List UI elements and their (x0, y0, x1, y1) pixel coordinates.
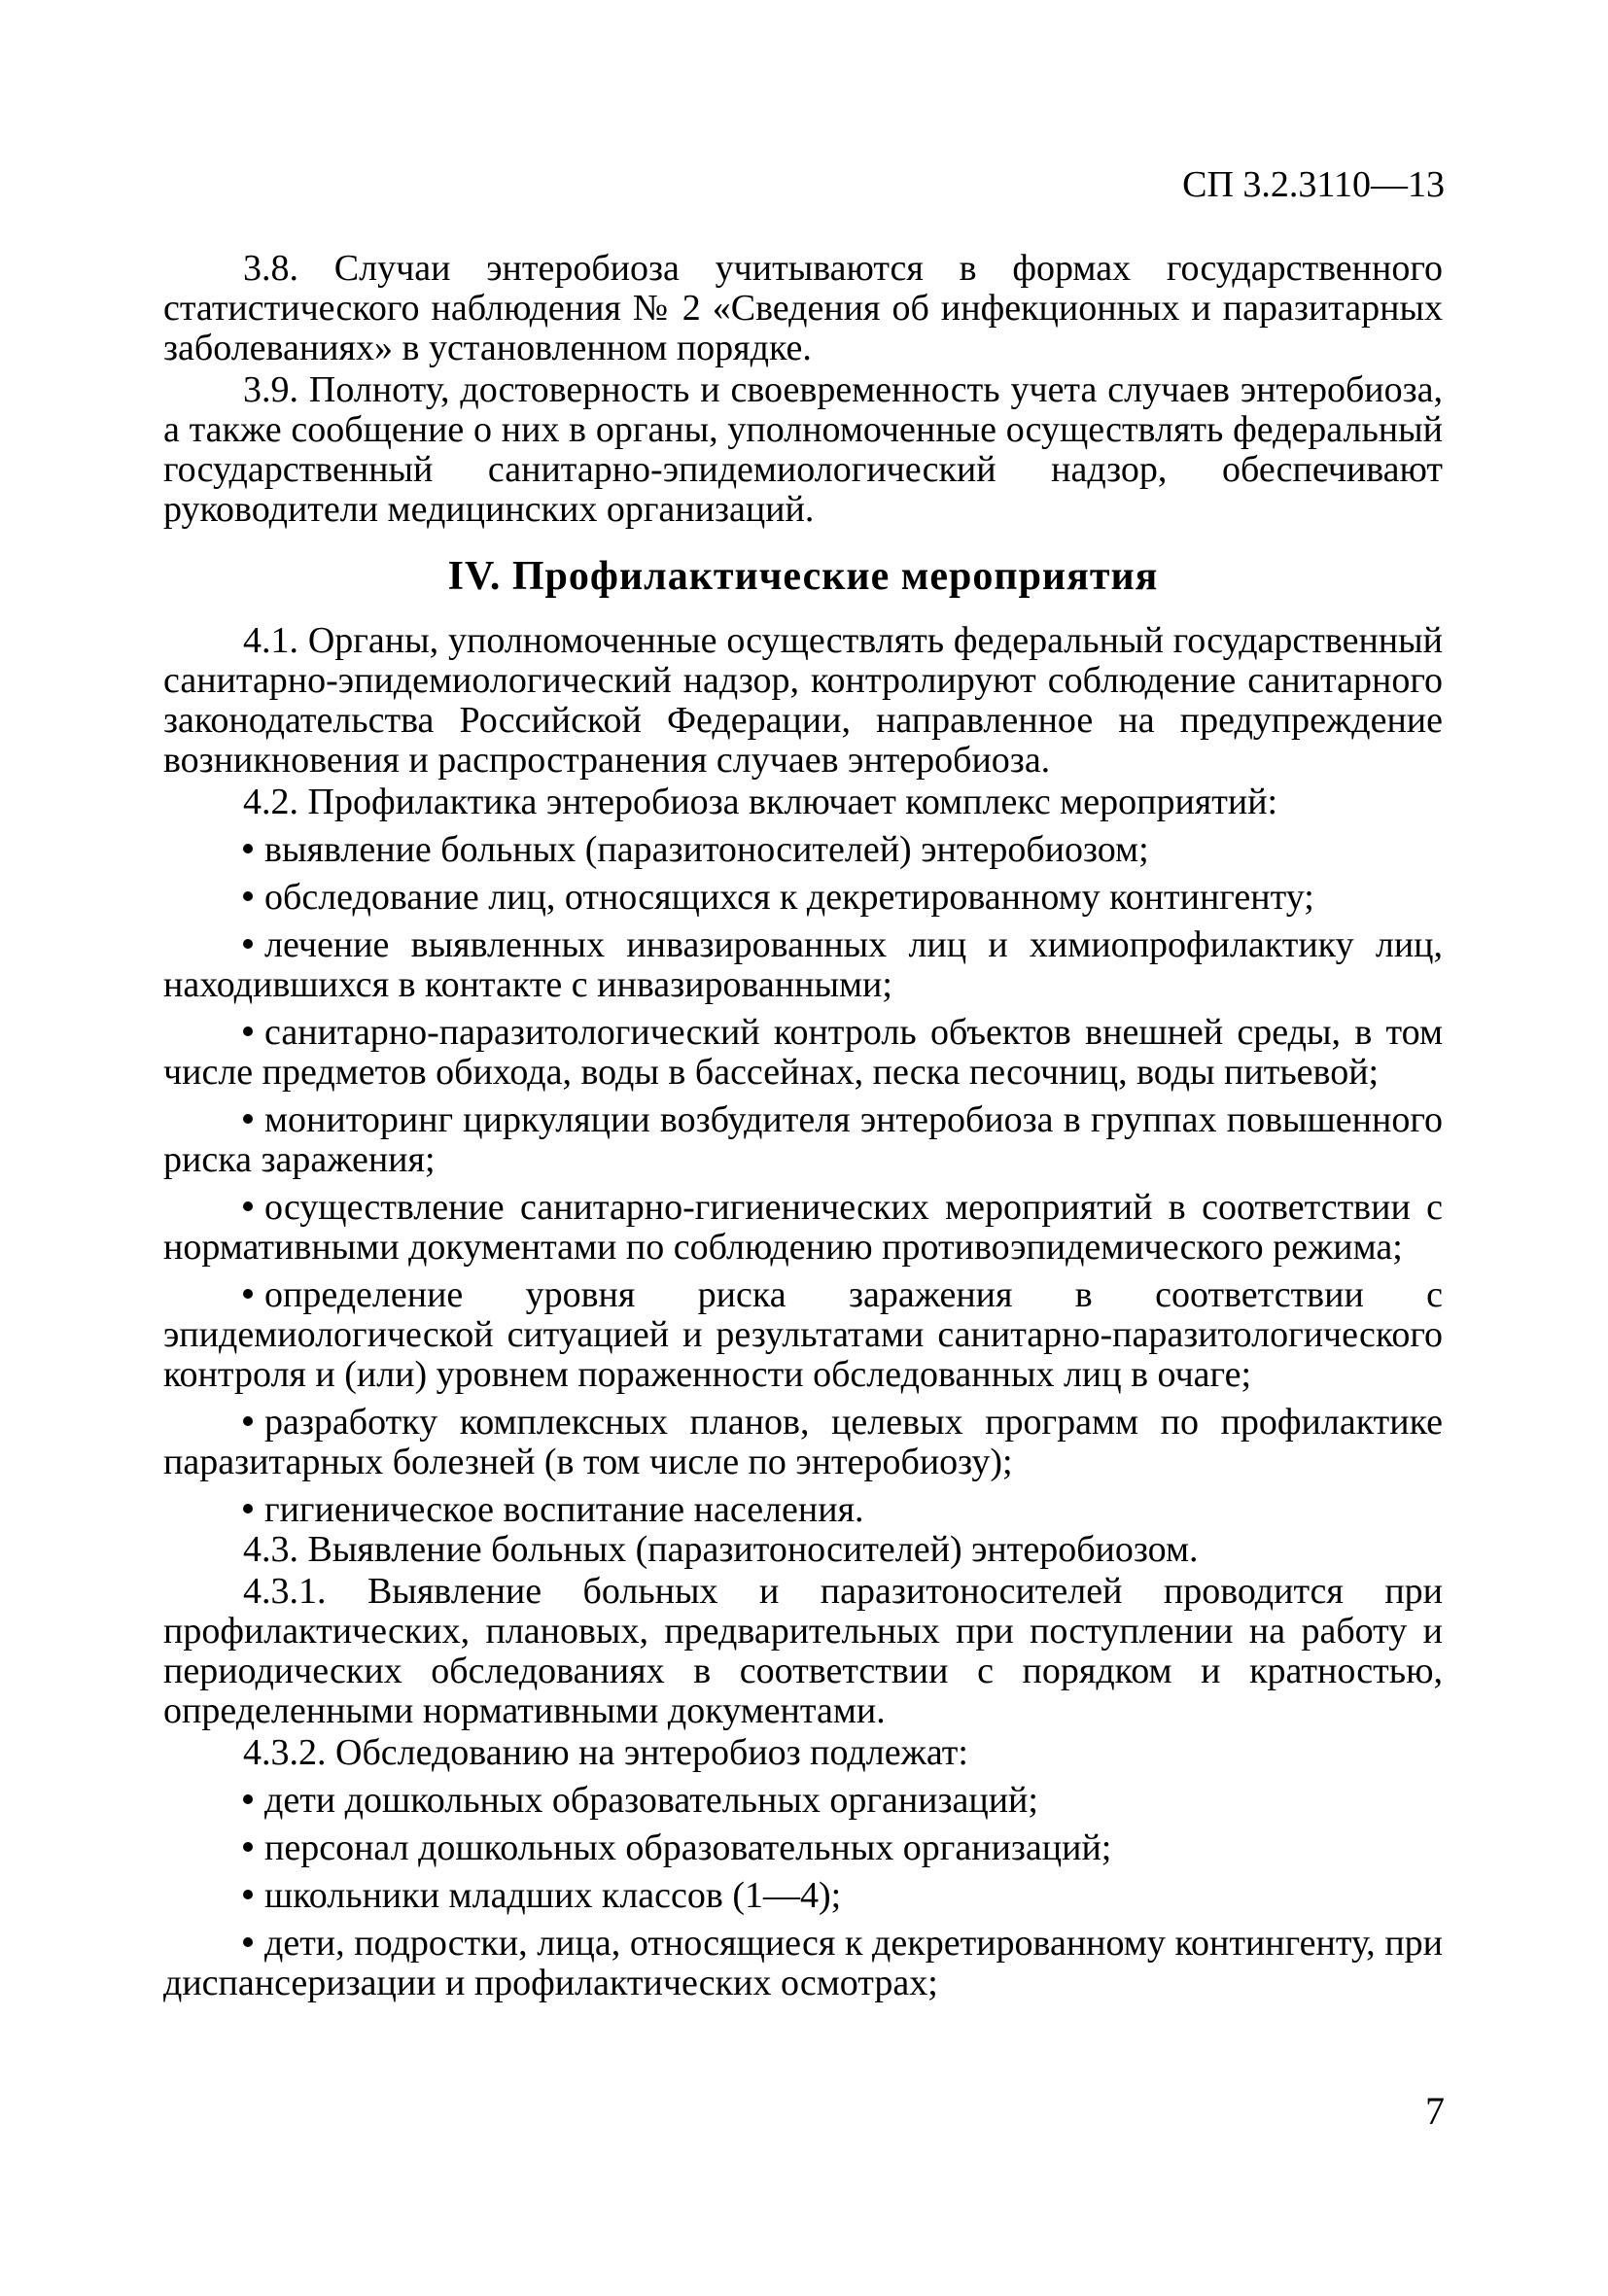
list-item-text: обследование лиц, относящихся к декретированному контингенту; (264, 877, 1314, 918)
list-item-text: персонал дошкольных образовательных организаций; (264, 1827, 1112, 1868)
paragraph-3-9: 3.9. Полноту, достоверность и своевременность учета случаев энтеробиоза, а также сообщение о них в органы, уполномоченные осуществлять федеральный государственный санитарно-эпидемиологический надзор, обеспечивают руководители медицинских организаций. (163, 369, 1443, 530)
paragraph-4-3-1: 4.3.1. Выявление больных и паразитоносителей проводится при профилактических, плановых, предварительных при поступлении на работу и периодических обследованиях в соответствии с порядком и кратностью, определенными нормативными документами. (163, 1571, 1443, 1731)
bullet-icon (243, 844, 253, 853)
list-item (163, 1781, 1443, 1821)
paragraph-3-8: 3.8. Случаи энтеробиоза учитываются в формах государственного статистического наблюдения № 2 «Сведения об инфекционных и паразитарных заболеваниях» в установленном порядке. (163, 248, 1443, 368)
section-heading: IV. Профилактические мероприятия (447, 554, 1159, 599)
list-item-text: гигиеническое воспитание населения. (264, 1489, 864, 1530)
list-item-text: лечение выявленных инвазированных лиц и химиопрофилактику лиц, находившихся в контакте с инвазированными; (163, 924, 1443, 1005)
bullet-icon (243, 1890, 253, 1899)
bullet-icon (243, 1026, 253, 1036)
list-item (163, 1100, 1443, 1180)
list-item (163, 1403, 1443, 1482)
document-body (163, 249, 1443, 2003)
paragraph-4-3-2: 4.3.2. Обследованию на энтеробиоз подлежат: (243, 1732, 968, 1773)
bullet-icon (243, 1201, 253, 1211)
bullet-icon (243, 891, 253, 901)
list-item-text: осуществление санитарно-гигиенических мероприятий в соответствии с нормативными документами по соблюдению противоэпидемического режима; (163, 1187, 1443, 1268)
list-item (163, 1876, 1443, 1916)
document-code: СП 3.2.3110—13 (1182, 164, 1445, 205)
bullet-icon (243, 1289, 253, 1299)
list-item-text: определение уровня риска заражения в соответствии с эпидемиологической ситуацией и результатами санитарно-паразитологического контроля и (или) уровнем пораженности обследованных лиц в очаге; (163, 1274, 1443, 1395)
paragraph-4-2: 4.2. Профилактика энтеробиоза включает комплекс мероприятий: (243, 782, 1278, 822)
paragraph-4-3: 4.3. Выявление больных (паразитоносителей) энтеробиозом. (243, 1529, 1199, 1570)
bullet-icon (243, 1937, 253, 1947)
list-item (163, 878, 1443, 918)
list-item-text: выявление больных (паразитоносителей) энтеробиозом; (264, 829, 1149, 870)
paragraph-4-1: 4.1. Органы, уполномоченные осуществлять федеральный государственный санитарно-эпидемиологический надзор, контролируют соблюдение санитарного законодательства Российской Федерации, направленное на предупреждение возникновения и распространения случаев энтеробиоза. (163, 620, 1443, 781)
bullet-icon (243, 939, 253, 949)
list-item (163, 1490, 1443, 1530)
list-item (163, 925, 1443, 1005)
list-item (163, 1275, 1443, 1395)
examination-list (163, 1781, 1443, 2003)
list-item-text: дети, подростки, лица, относящиеся к декретированному контингенту, при диспансеризации и профилактических осмотрах; (163, 1923, 1443, 2003)
measures-list (163, 830, 1443, 1530)
page-number: 7 (1425, 2089, 1445, 2133)
bullet-icon (243, 1504, 253, 1513)
list-item-text: разработку комплексных планов, целевых программ по профилактике паразитарных болезней (в том числе по энтеробиозу); (163, 1402, 1443, 1482)
list-item (163, 1013, 1443, 1093)
list-item (163, 1188, 1443, 1268)
bullet-icon (243, 1794, 253, 1804)
list-item-text: школьники младших классов (1—4); (264, 1875, 842, 1916)
list-item-text: санитарно-паразитологический контроль объектов внешней среды, в том числе предметов обихода, воды в бассейнах, песка песочниц, воды питьевой; (163, 1012, 1443, 1093)
bullet-icon (243, 1114, 253, 1124)
list-item (163, 1924, 1443, 2003)
list-item (163, 1828, 1443, 1868)
bullet-icon (243, 1842, 253, 1852)
list-item (163, 830, 1443, 870)
list-item-text: мониторинг циркуляции возбудителя энтеробиоза в группах повышенного риска заражения; (163, 1099, 1443, 1180)
list-item-text: дети дошкольных образовательных организаций; (264, 1780, 1038, 1821)
bullet-icon (243, 1416, 253, 1426)
